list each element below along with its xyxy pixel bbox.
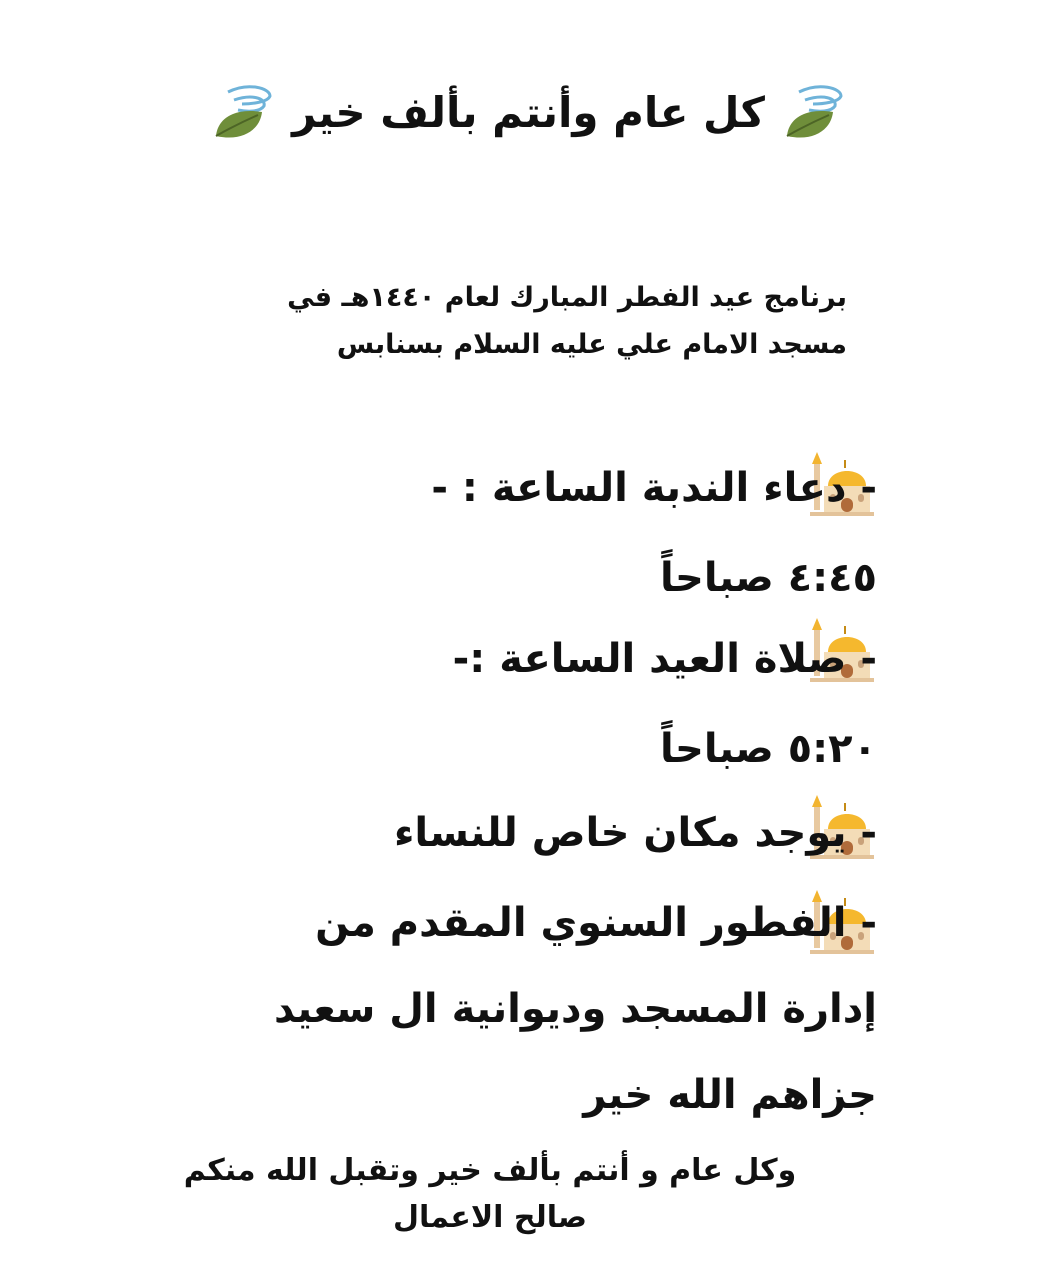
program-item	[274, 880, 877, 1138]
item-line: - الفطور السنوي المقدم من	[315, 900, 877, 946]
intro-line: مسجد الامام علي عليه السلام بسنابس	[336, 329, 847, 361]
closing-message	[130, 1148, 850, 1241]
leaf-wind-icon	[208, 82, 278, 144]
item-line: جزاهم الله خير	[583, 1072, 877, 1118]
item-line: ٥:٢٠ صباحاً	[659, 726, 877, 772]
title-row	[0, 82, 1057, 144]
intro-paragraph	[197, 274, 847, 369]
outro-line: صالح الاعمال	[392, 1199, 588, 1235]
leaf-wind-icon	[779, 82, 849, 144]
outro-line: وكل عام و أنتم بألف خير وتقبل الله منكم	[183, 1153, 797, 1188]
page-title: كل عام وأنتم بألف خير	[292, 87, 765, 137]
item-line: ٤:٤٥ صباحاً	[659, 555, 877, 601]
intro-line: برنامج عيد الفطر المبارك لعام ١٤٤٠هـ في	[287, 282, 847, 313]
program-item	[431, 443, 877, 623]
item-line: - يوجد مكان خاص للنساء	[393, 810, 877, 856]
item-line: إدارة المسجد وديوانية ال سعيد	[273, 986, 877, 1032]
item-line: - دعاء الندبة الساعة : -	[431, 465, 877, 511]
program-item	[394, 788, 877, 878]
program-item	[453, 614, 877, 794]
item-line: - صلاة العيد الساعة :-	[452, 636, 877, 682]
